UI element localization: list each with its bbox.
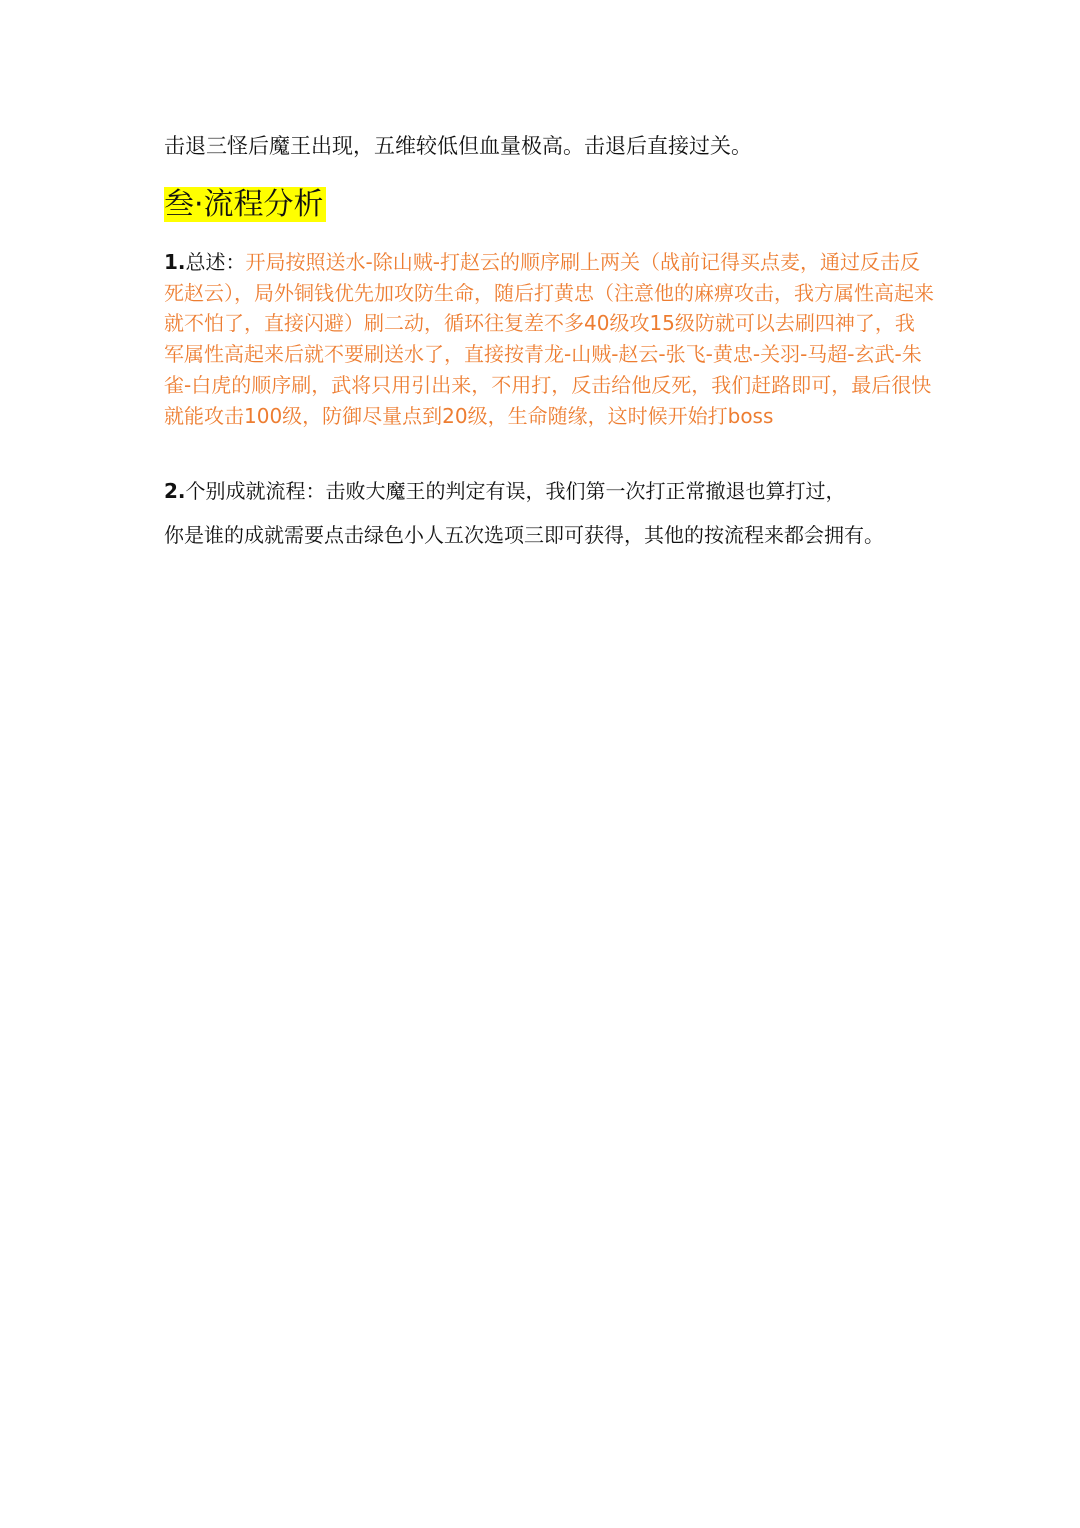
section-heading-highlight: 叁·流程分析	[164, 187, 324, 222]
achievements-number: 2.	[164, 479, 186, 503]
intro-paragraph: 击退三怪后魔王出现，五维较低但血量极高。击退后直接过关。	[164, 134, 752, 158]
summary-paragraph	[164, 247, 934, 431]
who-are-you-paragraph: 你是谁的成就需要点击绿色小人五次选项三即可获得，其他的按流程来都会拥有。	[164, 523, 884, 547]
summary-label: 总述：	[185, 250, 246, 274]
achievements-body: 个别成就流程：击败大魔王的判定有误，我们第一次打正常撤退也算打过，	[185, 479, 846, 503]
summary-body: 开局按照送水-除山贼-打赵云的顺序刷上两关（战前记得买点麦，通过反击反死赵云），局外铜钱优先加攻防生命，随后打黄忠（注意他的麻痹攻击，我方属性高起来就不怕了，直接闪避）刷二动，循环往复差不多40级攻15级防就可以去刷四神了，我军属性高起来后就不要刷送水了，直接按青龙-山贼-赵云-张飞-黄忠-关羽-马超-玄武-朱雀-白虎的顺序刷，武将只用引出来，不用打，反击给他反死，我们赶路即可，最后很快就能攻击100级，防御尽量点到20级，生命随缘，这时候开始打boss	[164, 250, 934, 428]
summary-number: 1.	[164, 250, 186, 274]
achievements-paragraph	[164, 476, 934, 506]
section-heading	[164, 184, 326, 226]
